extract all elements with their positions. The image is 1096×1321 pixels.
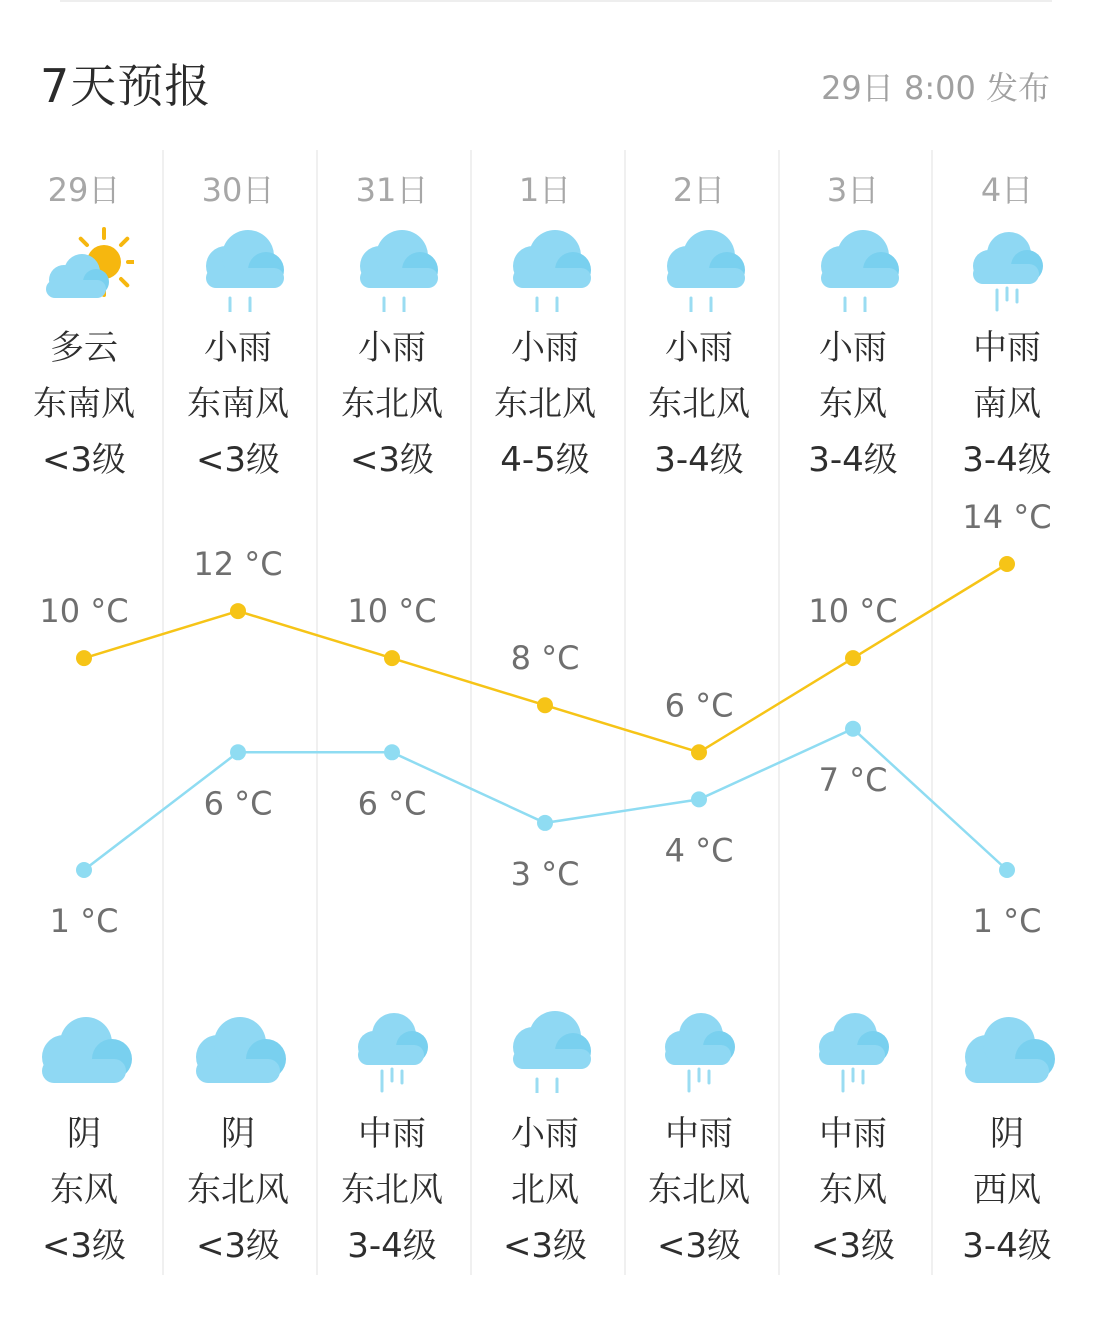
night-weather: 中雨 bbox=[358, 1114, 426, 1154]
date-label: 31日 bbox=[355, 171, 429, 209]
day-column[interactable] bbox=[468, 0, 622, 1321]
day-column[interactable] bbox=[776, 0, 930, 1321]
date-label: 1日 bbox=[518, 171, 572, 209]
night-wind-level: <3级 bbox=[656, 1226, 742, 1266]
light-rain-icon bbox=[803, 222, 903, 312]
day-weather: 小雨 bbox=[665, 328, 733, 368]
date-label: 3日 bbox=[826, 171, 880, 209]
low-temp-label: 3 °C bbox=[510, 854, 580, 893]
moderate-rain-icon bbox=[342, 1003, 442, 1093]
low-temp-label: 6 °C bbox=[357, 784, 427, 823]
low-temp-label: 7 °C bbox=[818, 760, 888, 799]
high-temp-label: 10 °C bbox=[39, 592, 129, 631]
publish-time: 29日 8:00 发布 bbox=[821, 69, 1050, 107]
night-weather: 中雨 bbox=[819, 1114, 887, 1154]
day-wind-direction: 南风 bbox=[973, 384, 1041, 424]
night-wind-level: <3级 bbox=[502, 1226, 588, 1266]
overcast-icon bbox=[188, 1003, 288, 1093]
high-temp-label: 8 °C bbox=[510, 639, 580, 678]
day-column[interactable] bbox=[7, 0, 161, 1321]
moderate-rain-icon bbox=[957, 222, 1057, 312]
day-wind-level: <3级 bbox=[41, 440, 127, 480]
light-rain-icon bbox=[188, 222, 288, 312]
night-wind-direction: 西风 bbox=[973, 1170, 1041, 1210]
day-wind-level: 4-5级 bbox=[500, 440, 590, 480]
moderate-rain-icon bbox=[803, 1003, 903, 1093]
day-wind-direction: 东风 bbox=[819, 384, 887, 424]
night-wind-level: <3级 bbox=[195, 1226, 281, 1266]
day-wind-direction: 东南风 bbox=[187, 384, 289, 424]
high-temp-label: 10 °C bbox=[808, 592, 898, 631]
day-weather: 小雨 bbox=[204, 328, 272, 368]
night-wind-direction: 东风 bbox=[819, 1170, 887, 1210]
day-weather: 多云 bbox=[50, 328, 118, 368]
light-rain-icon bbox=[342, 222, 442, 312]
night-wind-direction: 东北风 bbox=[648, 1170, 750, 1210]
low-temp-label: 1 °C bbox=[972, 902, 1042, 940]
day-wind-level: <3级 bbox=[349, 440, 435, 480]
night-wind-direction: 东风 bbox=[50, 1170, 118, 1210]
night-wind-direction: 北风 bbox=[511, 1170, 579, 1210]
night-wind-direction: 东北风 bbox=[341, 1170, 443, 1210]
night-weather: 阴 bbox=[221, 1114, 255, 1154]
date-label: 29日 bbox=[47, 171, 121, 209]
night-wind-level: <3级 bbox=[41, 1226, 127, 1266]
night-wind-direction: 东北风 bbox=[187, 1170, 289, 1210]
day-column[interactable] bbox=[930, 0, 1084, 1321]
date-label: 2日 bbox=[672, 171, 726, 209]
day-wind-level: 3-4级 bbox=[808, 440, 898, 480]
day-wind-direction: 东北风 bbox=[341, 384, 443, 424]
low-temp-label: 1 °C bbox=[49, 902, 119, 940]
moderate-rain-icon bbox=[649, 1003, 749, 1093]
high-temp-label: 10 °C bbox=[347, 592, 437, 631]
night-weather: 小雨 bbox=[511, 1114, 579, 1154]
night-weather: 中雨 bbox=[665, 1114, 733, 1154]
night-wind-level: 3-4级 bbox=[347, 1226, 437, 1266]
date-label: 30日 bbox=[201, 171, 275, 209]
night-weather: 阴 bbox=[990, 1114, 1024, 1154]
page-title: 7天预报 bbox=[40, 59, 212, 113]
overcast-icon bbox=[34, 1003, 134, 1093]
day-column[interactable] bbox=[622, 0, 776, 1321]
low-temp-label: 6 °C bbox=[203, 784, 273, 823]
day-weather: 小雨 bbox=[819, 328, 887, 368]
high-temp-label: 12 °C bbox=[193, 545, 283, 584]
day-wind-direction: 东北风 bbox=[494, 384, 596, 424]
day-weather: 小雨 bbox=[358, 328, 426, 368]
low-temp-label: 4 °C bbox=[664, 831, 734, 870]
night-wind-level: <3级 bbox=[810, 1226, 896, 1266]
night-weather: 阴 bbox=[67, 1114, 101, 1154]
partly-cloudy-icon bbox=[34, 222, 134, 312]
light-rain-icon bbox=[495, 222, 595, 312]
day-weather: 小雨 bbox=[511, 328, 579, 368]
day-wind-level: <3级 bbox=[195, 440, 281, 480]
high-temp-label: 14 °C bbox=[962, 498, 1052, 536]
day-column[interactable] bbox=[161, 0, 315, 1321]
high-temp-label: 6 °C bbox=[664, 686, 734, 725]
day-wind-direction: 东南风 bbox=[33, 384, 135, 424]
night-wind-level: 3-4级 bbox=[962, 1226, 1052, 1266]
day-weather: 中雨 bbox=[973, 328, 1041, 368]
date-label: 4日 bbox=[980, 171, 1034, 209]
light-rain-icon bbox=[649, 222, 749, 312]
day-wind-level: 3-4级 bbox=[654, 440, 744, 480]
day-wind-direction: 东北风 bbox=[648, 384, 750, 424]
light-rain-icon bbox=[495, 1003, 595, 1093]
day-column[interactable] bbox=[315, 0, 469, 1321]
day-wind-level: 3-4级 bbox=[962, 440, 1052, 480]
overcast-icon bbox=[957, 1003, 1057, 1093]
